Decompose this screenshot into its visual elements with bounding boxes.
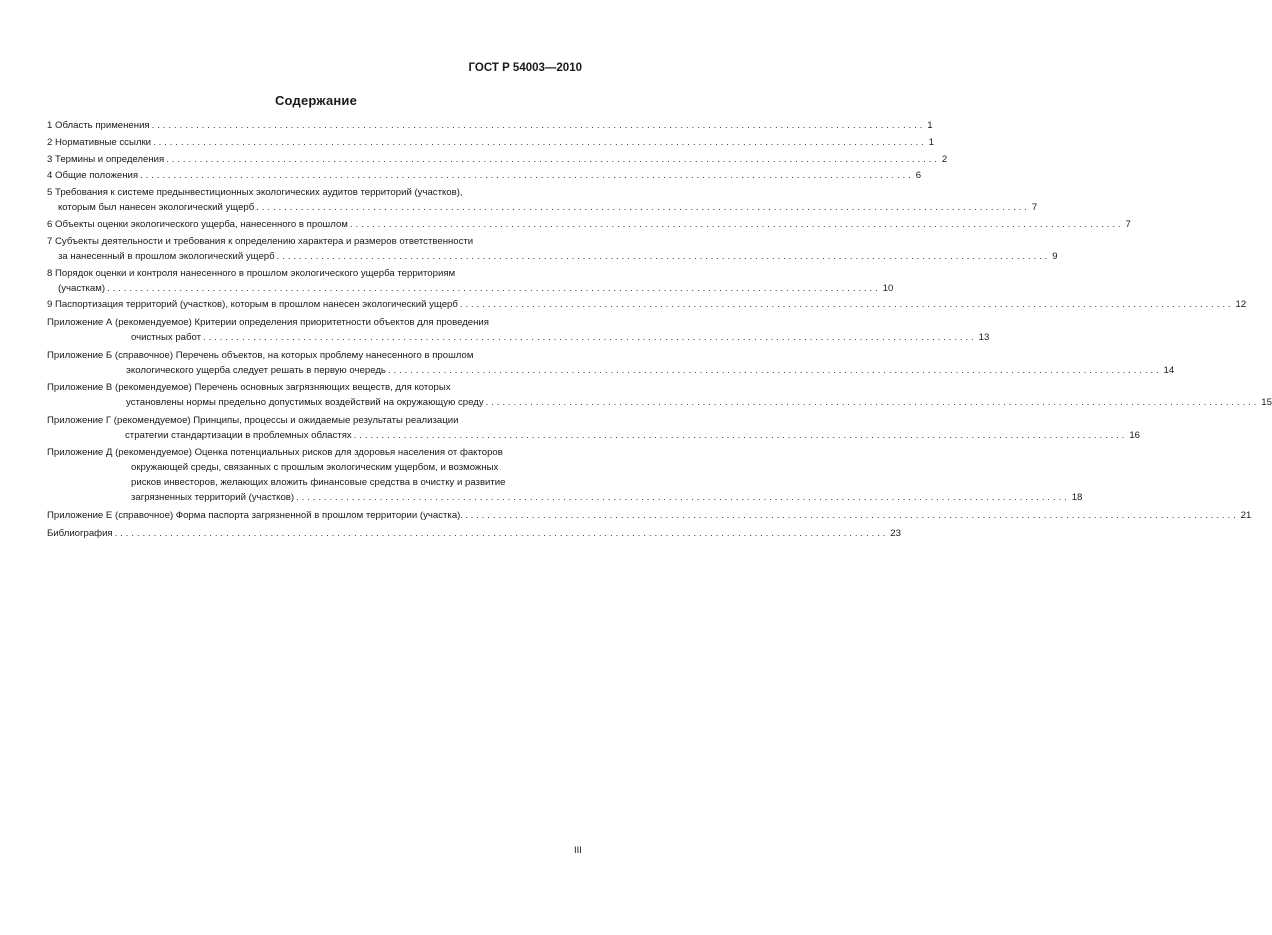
table-of-contents	[47, 118, 1272, 543]
leader-dots: ...........................................................................................................................................	[114, 527, 889, 539]
toc-page: 1	[927, 120, 933, 131]
toc-entry-2[interactable]	[47, 135, 934, 150]
standard-code: ГОСТ Р 54003—2010	[468, 62, 582, 74]
toc-page: 9	[1052, 250, 1058, 262]
toc-entry-text: Приложение Е (справочное) Форма паспорта загрязненной в прошлом территории (участка).	[47, 509, 464, 521]
toc-entry-text: 6 Объекты оценки экологического ущерба, нанесенного в прошлом	[47, 218, 348, 230]
toc-appendix-v[interactable]	[47, 380, 1272, 410]
leader-dots: ...........................................................................................................................................	[459, 299, 1234, 311]
toc-entry-text: Приложение Д (рекомендуемое) Оценка потенциальных рисков для здоровья населения от факторов	[47, 447, 503, 459]
leader-dots: ...........................................................................................................................................	[349, 218, 1124, 230]
leader-dots: ...........................................................................................................................................	[485, 397, 1260, 409]
leader-dots: ...........................................................................................................................................	[296, 492, 1070, 504]
toc-appendix-g[interactable]	[47, 413, 1140, 443]
toc-entry-8[interactable]	[47, 266, 894, 296]
toc-entry-text: 9 Паспортизация территорий (участков), которым в прошлом нанесен экологический ущерб	[47, 299, 458, 311]
toc-page: 15	[1261, 397, 1272, 409]
toc-appendix-e[interactable]	[47, 508, 1252, 523]
toc-page: 7	[1031, 202, 1038, 214]
toc-page: 6	[915, 170, 922, 182]
toc-entry-6[interactable]	[47, 217, 1131, 232]
leader-dots: ...........................................................................................................................................	[256, 202, 1030, 214]
toc-entry-text: Приложение Б (справочное) Перечень объектов, на которых проблему нанесенного в прошлом	[47, 349, 474, 361]
toc-entry-text: Приложение Г (рекомендуемое) Принципы, процессы и ожидаемые результаты реализации	[47, 414, 459, 426]
toc-entry-text: очистных работ	[131, 331, 202, 343]
toc-entry-text: 4 Общие положения	[47, 170, 139, 182]
toc-bibliography[interactable]	[47, 526, 901, 541]
toc-entry-text: 5 Требования к системе предынвестиционных экологических аудитов территорий (участков),	[47, 187, 463, 199]
toc-page: 18	[1071, 492, 1083, 504]
toc-entry-7[interactable]	[47, 234, 1058, 264]
leader-dots: ...........................................................................................................................................	[153, 136, 927, 148]
toc-entry-text: которым был нанесен экологический ущерб	[58, 202, 255, 214]
leader-dots: ...........................................................................................................................................	[140, 170, 914, 182]
toc-page: 7	[1125, 218, 1131, 230]
toc-entry-text: Приложение А (рекомендуемое) Критерии определения приоритетности объектов для проведения	[47, 316, 489, 328]
leader-dots: ...........................................................................................................................................	[203, 331, 977, 343]
toc-appendix-d[interactable]	[47, 445, 1083, 505]
toc-entry-text: рисков инвесторов, желающих вложить финансовые средства в очистку и развитие	[131, 477, 506, 489]
leader-dots: ...........................................................................................................................................	[387, 364, 1162, 376]
toc-page: 13	[978, 331, 990, 343]
toc-entry-text: загрязненных территорий (участков)	[131, 492, 295, 504]
toc-entry-9[interactable]	[47, 297, 1247, 312]
toc-entry-text: 7 Субъекты деятельности и требования к определению характера и размеров ответственности	[47, 235, 474, 247]
leader-dots: ...........................................................................................................................................	[353, 429, 1128, 441]
toc-appendix-a[interactable]	[47, 315, 990, 345]
toc-entry-text: установлены нормы предельно допустимых воздействий на окружающую среду	[126, 397, 484, 409]
leader-dots: ...........................................................................................................................................	[151, 120, 926, 131]
toc-page: 16	[1129, 429, 1140, 441]
toc-entry-text: Библиография	[47, 527, 113, 539]
toc-appendix-b[interactable]	[47, 348, 1175, 378]
leader-dots: ...........................................................................................................................................	[465, 509, 1239, 521]
toc-entry-4[interactable]	[47, 168, 922, 183]
toc-page: 2	[941, 153, 948, 165]
toc-entry-1[interactable]	[47, 118, 933, 133]
toc-page: 21	[1240, 509, 1252, 521]
toc-entry-text: стратегии стандартизации в проблемных областях	[125, 429, 352, 441]
toc-entry-text: 2 Нормативные ссылки	[47, 136, 152, 148]
toc-entry-text: за нанесенный в прошлом экологический ущерб	[58, 250, 275, 262]
toc-entry-text: (участкам)	[58, 282, 106, 294]
leader-dots: ...........................................................................................................................................	[276, 250, 1051, 262]
leader-dots: ...........................................................................................................................................	[166, 153, 940, 165]
toc-page: 23	[890, 527, 901, 539]
toc-page: 10	[882, 282, 894, 294]
toc-entry-text: 3 Термины и определения	[47, 153, 165, 165]
toc-entry-5[interactable]	[47, 185, 1038, 215]
toc-page: 1	[928, 136, 934, 148]
toc-page: 14	[1163, 364, 1175, 376]
toc-title: Содержание	[274, 93, 358, 108]
leader-dots: ...........................................................................................................................................	[107, 282, 881, 294]
toc-entry-text: Приложение В (рекомендуемое) Перечень основных загрязняющих веществ, для которых	[47, 382, 451, 394]
toc-entry-text: 1 Область применения	[47, 120, 150, 131]
toc-page: 12	[1235, 299, 1247, 311]
page-number: III	[574, 845, 582, 856]
toc-entry-text: 8 Порядок оценки и контроля нанесенного в прошлом экологического ущерба территориям	[47, 267, 456, 279]
toc-entry-3[interactable]	[47, 152, 948, 167]
toc-entry-text: окружающей среды, связанных с прошлым экологическим ущербом, и возможных	[131, 462, 499, 474]
toc-entry-text: экологического ущерба следует решать в первую очередь	[126, 364, 386, 376]
